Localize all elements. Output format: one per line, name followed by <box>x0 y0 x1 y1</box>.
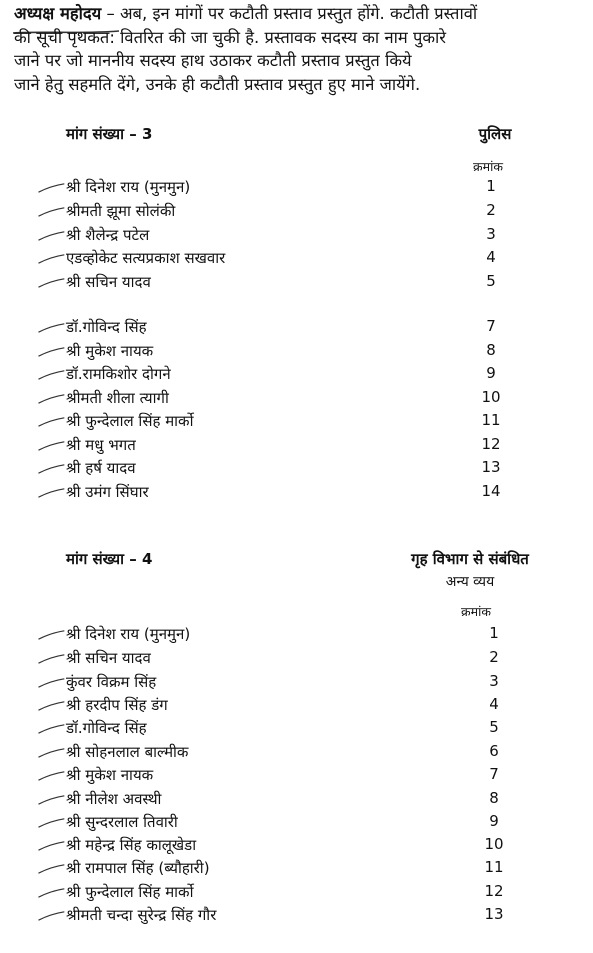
member-name: श्री सचिन यादव <box>66 649 151 667</box>
serial-number: 10 <box>484 835 504 853</box>
demand-4-serial-header: क्रमांक <box>461 604 491 619</box>
serial-number: 13 <box>481 458 501 476</box>
serial-number: 10 <box>481 388 501 406</box>
serial-number: 9 <box>489 812 499 830</box>
tick-mark-icon <box>34 488 68 498</box>
tick-mark-icon <box>34 654 68 664</box>
demand-4-department: गृह विभाग से संबंधित <box>411 550 529 568</box>
tick-mark-icon <box>34 724 68 734</box>
member-name: श्री फुन्देलाल सिंह मार्को <box>66 412 194 430</box>
serial-number: 8 <box>489 789 499 807</box>
member-name: डॉ.गोविन्द सिंह <box>66 719 147 737</box>
tick-mark-icon <box>34 394 68 404</box>
demand-3-title: मांग संख्या – 3 <box>66 125 153 143</box>
serial-number: 1 <box>489 624 499 642</box>
serial-number: 12 <box>481 435 501 453</box>
intro-paragraph <box>14 2 579 96</box>
serial-number: 11 <box>481 411 501 429</box>
serial-number: 2 <box>486 201 496 219</box>
serial-number: 3 <box>486 225 496 243</box>
tick-mark-icon <box>34 417 68 427</box>
member-name: डॉ.गोविन्द सिंह <box>66 318 147 336</box>
serial-number: 11 <box>484 858 504 876</box>
tick-mark-icon <box>34 888 68 898</box>
tick-mark-icon <box>34 911 68 921</box>
member-name: श्री सुन्दरलाल तिवारी <box>66 813 178 831</box>
member-name: श्री हर्ष यादव <box>66 459 136 477</box>
member-name: श्री महेन्द्र सिंह कालूखेडा <box>66 836 197 854</box>
serial-number: 4 <box>489 695 499 713</box>
demand-4-department-sub: अन्य व्यय <box>445 574 495 590</box>
serial-number: 14 <box>481 482 501 500</box>
serial-number: 4 <box>486 248 496 266</box>
intro-line-2: की सूची पृथकत: वितरित की जा चुकी है. प्रस्तावक सदस्य का नाम पुकारे <box>14 27 447 47</box>
serial-number: 7 <box>486 317 496 335</box>
tick-mark-icon <box>34 748 68 758</box>
member-name: श्री दिनेश राय (मुनमुन) <box>66 625 191 643</box>
tick-mark-icon <box>34 207 68 217</box>
tick-mark-icon <box>34 771 68 781</box>
member-name: डॉ.रामकिशोर दोगने <box>66 365 171 383</box>
serial-number: 5 <box>486 272 496 290</box>
tick-mark-icon <box>34 278 68 288</box>
intro-line-3: जाने पर जो माननीय सदस्य हाथ उठाकर कटौती प्रस्ताव प्रस्तुत किये <box>14 51 412 70</box>
serial-number: 13 <box>484 905 504 923</box>
member-name: कुंवर विक्रम सिंह <box>66 673 157 691</box>
member-name: श्री मुकेश नायक <box>66 766 154 784</box>
member-name: एडव्होकेट सत्यप्रकाश सखवार <box>66 249 226 267</box>
member-name: श्री उमंग सिंघार <box>66 483 149 501</box>
tick-mark-icon <box>34 441 68 451</box>
serial-number: 6 <box>489 742 499 760</box>
tick-mark-icon <box>34 818 68 828</box>
member-name: श्री सचिन यादव <box>66 273 151 291</box>
member-name: श्री मुकेश नायक <box>66 342 154 360</box>
speaker-label: अध्यक्ष महोदय <box>14 4 102 23</box>
serial-number: 3 <box>489 672 499 690</box>
member-name: श्री मधु भगत <box>66 436 136 454</box>
serial-number: 1 <box>486 177 496 195</box>
serial-number: 8 <box>486 341 496 359</box>
tick-mark-icon <box>34 323 68 333</box>
serial-number: 5 <box>489 718 499 736</box>
member-name: श्री सोहनलाल बाल्मीक <box>66 743 189 761</box>
member-name: श्री शैलेन्द्र पटेल <box>66 226 150 244</box>
member-name: श्री नीलेश अवस्थी <box>66 790 162 808</box>
tick-mark-icon <box>34 183 68 193</box>
tick-mark-icon <box>34 841 68 851</box>
tick-mark-icon <box>34 678 68 688</box>
serial-number: 2 <box>489 648 499 666</box>
demand-3-department: पुलिस <box>478 125 512 143</box>
serial-number: 7 <box>489 765 499 783</box>
tick-mark-icon <box>34 347 68 357</box>
member-name: श्रीमती झूमा सोलंकी <box>66 202 176 220</box>
demand-3-serial-header: क्रमांक <box>473 159 503 174</box>
tick-mark-icon <box>34 464 68 474</box>
serial-number: 9 <box>486 364 496 382</box>
member-name: श्रीमती शीला त्यागी <box>66 389 169 407</box>
member-name: श्री हरदीप सिंह डंग <box>66 696 168 714</box>
tick-mark-icon <box>34 864 68 874</box>
serial-number: 12 <box>484 882 504 900</box>
member-name: श्रीमती चन्दा सुरेन्द्र सिंह गौर <box>66 906 217 924</box>
intro-line-1 <box>14 2 579 26</box>
tick-mark-icon <box>34 370 68 380</box>
intro-text-1: – अब, इन मांगों पर कटौती प्रस्ताव प्रस्तुत होंगे. कटौती प्रस्तावों <box>101 4 478 23</box>
intro-line-4: जाने हेतु सहमति देंगे, उनके ही कटौती प्रस्ताव प्रस्तुत हुए माने जायेंगे. <box>14 74 421 94</box>
member-name: श्री फुन्देलाल सिंह मार्को <box>66 883 194 901</box>
member-name: श्री रामपाल सिंह (ब्यौहारी) <box>66 859 210 877</box>
demand-4-title: मांग संख्या – 4 <box>66 550 153 568</box>
tick-mark-icon <box>34 795 68 805</box>
tick-mark-icon <box>34 231 68 241</box>
tick-mark-icon <box>34 254 68 264</box>
member-name: श्री दिनेश राय (मुनमुन) <box>66 178 191 196</box>
tick-mark-icon <box>34 701 68 711</box>
tick-mark-icon <box>34 630 68 640</box>
